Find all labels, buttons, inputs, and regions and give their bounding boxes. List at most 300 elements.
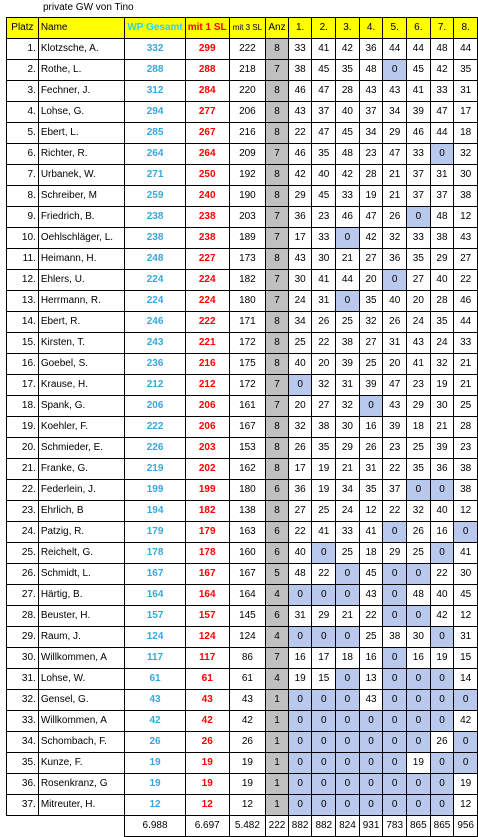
cell-platz: 2. — [7, 60, 39, 81]
cell-round-6: 23 — [407, 375, 431, 396]
header-round-5: 5. — [383, 18, 407, 39]
cell-round-1: 0 — [288, 732, 312, 753]
cell-round-6: 0 — [407, 669, 431, 690]
cell-platz: 20. — [7, 438, 39, 459]
cell-wp: 206 — [125, 396, 185, 417]
header-round-1: 1. — [288, 18, 312, 39]
cell-anz: 6 — [266, 543, 289, 564]
cell-round-7: 22 — [430, 564, 454, 585]
cell-round-7: 40 — [430, 585, 454, 606]
cell-round-1: 29 — [288, 186, 312, 207]
cell-anz: 4 — [266, 669, 289, 690]
table-row — [7, 312, 478, 333]
cell-name: Rothe, L. — [38, 60, 125, 81]
cell-round-3: 40 — [336, 102, 360, 123]
cell-name: Lohse, W. — [38, 669, 125, 690]
cell-round-6: 27 — [407, 270, 431, 291]
cell-round-4: 0 — [359, 753, 383, 774]
cell-round-2: 27 — [312, 396, 336, 417]
cell-wp: 164 — [125, 585, 185, 606]
cell-round-6: 30 — [407, 627, 431, 648]
cell-round-5: 29 — [383, 123, 407, 144]
totals-blank — [7, 816, 125, 837]
cell-round-2: 41 — [312, 522, 336, 543]
cell-round-6: 19 — [407, 753, 431, 774]
cell-sl1: 238 — [185, 228, 229, 249]
cell-round-5: 39 — [383, 417, 407, 438]
cell-round-4: 12 — [359, 501, 383, 522]
cell-name: Goebel, S. — [38, 354, 125, 375]
cell-sl3: 175 — [229, 354, 266, 375]
cell-round-4: 16 — [359, 417, 383, 438]
cell-platz: 9. — [7, 207, 39, 228]
cell-wp: 212 — [125, 375, 185, 396]
cell-round-5: 0 — [383, 270, 407, 291]
cell-wp: 157 — [125, 606, 185, 627]
cell-round-3: 28 — [336, 81, 360, 102]
cell-platz: 21. — [7, 459, 39, 480]
cell-anz: 8 — [266, 249, 289, 270]
cell-round-6: 0 — [407, 795, 431, 816]
cell-anz: 7 — [266, 228, 289, 249]
cell-round-6: 35 — [407, 459, 431, 480]
table-row — [7, 249, 478, 270]
cell-platz: 37. — [7, 795, 39, 816]
cell-round-2: 41 — [312, 39, 336, 60]
cell-sl3: 222 — [229, 39, 266, 60]
cell-wp: 294 — [125, 102, 185, 123]
cell-sl3: 19 — [229, 753, 266, 774]
cell-round-6: 0 — [407, 732, 431, 753]
cell-round-1: 0 — [288, 753, 312, 774]
cell-round-8: 28 — [454, 417, 478, 438]
cell-round-3: 33 — [336, 522, 360, 543]
cell-platz: 14. — [7, 312, 39, 333]
cell-wp: 194 — [125, 501, 185, 522]
cell-round-2: 0 — [312, 795, 336, 816]
cell-round-3: 29 — [336, 438, 360, 459]
cell-round-3: 18 — [336, 648, 360, 669]
page-caption: private GW von Tino — [43, 2, 134, 13]
cell-round-5: 20 — [383, 354, 407, 375]
cell-name: Schreiber, M — [38, 186, 125, 207]
total-round-2: 882 — [312, 816, 336, 837]
header-anz: Anz — [266, 18, 289, 39]
total-sl1: 6.697 — [185, 816, 229, 837]
cell-round-6: 16 — [407, 648, 431, 669]
cell-sl3: 26 — [229, 732, 266, 753]
cell-platz: 1. — [7, 39, 39, 60]
table-row — [7, 354, 478, 375]
cell-sl1: 264 — [185, 144, 229, 165]
cell-sl3: 182 — [229, 270, 266, 291]
cell-sl1: 178 — [185, 543, 229, 564]
cell-round-6: 32 — [407, 501, 431, 522]
cell-round-3: 45 — [336, 123, 360, 144]
cell-name: Ebert, R. — [38, 312, 125, 333]
table-row — [7, 123, 478, 144]
cell-round-2: 40 — [312, 165, 336, 186]
cell-wp: 238 — [125, 207, 185, 228]
table-row — [7, 375, 478, 396]
cell-sl1: 221 — [185, 333, 229, 354]
cell-round-5: 40 — [383, 291, 407, 312]
cell-round-4: 16 — [359, 648, 383, 669]
cell-round-8: 0 — [454, 753, 478, 774]
cell-round-2: 47 — [312, 123, 336, 144]
table-row — [7, 774, 478, 795]
cell-round-7: 0 — [430, 795, 454, 816]
cell-sl1: 224 — [185, 270, 229, 291]
cell-round-4: 32 — [359, 312, 383, 333]
cell-round-4: 43 — [359, 585, 383, 606]
cell-wp: 19 — [125, 753, 185, 774]
cell-round-2: 19 — [312, 480, 336, 501]
cell-round-1: 0 — [288, 711, 312, 732]
cell-round-8: 42 — [454, 711, 478, 732]
cell-sl1: 299 — [185, 39, 229, 60]
cell-sl1: 202 — [185, 459, 229, 480]
cell-round-4: 27 — [359, 249, 383, 270]
cell-sl3: 160 — [229, 543, 266, 564]
cell-sl3: 167 — [229, 564, 266, 585]
cell-wp: 12 — [125, 795, 185, 816]
cell-round-4: 42 — [359, 228, 383, 249]
cell-round-7: 33 — [430, 81, 454, 102]
total-round-5: 783 — [383, 816, 407, 837]
cell-sl1: 164 — [185, 585, 229, 606]
cell-wp: 179 — [125, 522, 185, 543]
cell-round-4: 23 — [359, 144, 383, 165]
cell-round-5: 31 — [383, 333, 407, 354]
cell-round-3: 33 — [336, 186, 360, 207]
total-sl3: 5.482 — [229, 816, 266, 837]
cell-platz: 34. — [7, 732, 39, 753]
cell-platz: 22. — [7, 480, 39, 501]
cell-round-4: 36 — [359, 39, 383, 60]
cell-round-6: 26 — [407, 522, 431, 543]
header-sl3: mit 3 SL — [229, 18, 266, 39]
cell-round-4: 0 — [359, 774, 383, 795]
header-platz: Platz — [7, 18, 39, 39]
cell-round-7: 21 — [430, 417, 454, 438]
cell-anz: 8 — [266, 438, 289, 459]
total-round-3: 824 — [336, 816, 360, 837]
cell-round-7: 26 — [430, 732, 454, 753]
cell-round-3: 0 — [336, 774, 360, 795]
cell-round-6: 0 — [407, 207, 431, 228]
table-row — [7, 417, 478, 438]
cell-round-3: 24 — [336, 501, 360, 522]
cell-round-6: 0 — [407, 774, 431, 795]
cell-platz: 6. — [7, 144, 39, 165]
cell-round-6: 0 — [407, 711, 431, 732]
table-row — [7, 207, 478, 228]
table-row — [7, 564, 478, 585]
cell-wp: 178 — [125, 543, 185, 564]
cell-round-8: 12 — [454, 606, 478, 627]
cell-round-3: 0 — [336, 732, 360, 753]
cell-anz: 7 — [266, 60, 289, 81]
cell-platz: 24. — [7, 522, 39, 543]
header-round-2: 2. — [312, 18, 336, 39]
cell-platz: 11. — [7, 249, 39, 270]
cell-round-4: 48 — [359, 60, 383, 81]
cell-round-7: 42 — [430, 60, 454, 81]
cell-round-2: 45 — [312, 60, 336, 81]
cell-sl1: 227 — [185, 249, 229, 270]
cell-round-6: 37 — [407, 186, 431, 207]
cell-name: Schmidt, L. — [38, 564, 125, 585]
cell-round-7: 31 — [430, 165, 454, 186]
cell-anz: 1 — [266, 774, 289, 795]
cell-round-7: 42 — [430, 606, 454, 627]
table-row — [7, 333, 478, 354]
header-name: Name — [38, 18, 125, 39]
cell-wp: 167 — [125, 564, 185, 585]
cell-anz: 7 — [266, 648, 289, 669]
cell-anz: 4 — [266, 627, 289, 648]
cell-round-8: 35 — [454, 60, 478, 81]
cell-round-3: 42 — [336, 165, 360, 186]
cell-sl3: 124 — [229, 627, 266, 648]
cell-round-6: 43 — [407, 333, 431, 354]
cell-round-3: 30 — [336, 417, 360, 438]
cell-platz: 15. — [7, 333, 39, 354]
cell-wp: 43 — [125, 690, 185, 711]
cell-sl1: 61 — [185, 669, 229, 690]
cell-round-7: 28 — [430, 291, 454, 312]
cell-sl1: 240 — [185, 186, 229, 207]
header-row — [7, 18, 478, 39]
header-wp: WP Gesamt — [125, 18, 185, 39]
cell-sl3: 203 — [229, 207, 266, 228]
cell-round-3: 39 — [336, 354, 360, 375]
header-round-4: 4. — [359, 18, 383, 39]
cell-wp: 26 — [125, 732, 185, 753]
cell-platz: 19. — [7, 417, 39, 438]
cell-sl3: 209 — [229, 144, 266, 165]
cell-round-2: 0 — [312, 690, 336, 711]
table-row — [7, 606, 478, 627]
cell-round-7: 32 — [430, 354, 454, 375]
cell-round-4: 13 — [359, 669, 383, 690]
cell-round-3: 38 — [336, 333, 360, 354]
cell-round-5: 26 — [383, 207, 407, 228]
cell-round-4: 20 — [359, 270, 383, 291]
cell-name: Richter, R. — [38, 144, 125, 165]
cell-round-8: 21 — [454, 354, 478, 375]
cell-wp: 224 — [125, 270, 185, 291]
cell-round-1: 46 — [288, 144, 312, 165]
cell-round-8: 38 — [454, 459, 478, 480]
cell-anz: 6 — [266, 480, 289, 501]
cell-round-1: 32 — [288, 417, 312, 438]
cell-round-1: 0 — [288, 585, 312, 606]
cell-sl3: 192 — [229, 165, 266, 186]
cell-round-1: 17 — [288, 459, 312, 480]
cell-round-7: 39 — [430, 438, 454, 459]
cell-round-7: 0 — [430, 690, 454, 711]
cell-platz: 32. — [7, 690, 39, 711]
table-row — [7, 669, 478, 690]
cell-sl1: 19 — [185, 753, 229, 774]
cell-round-3: 0 — [336, 690, 360, 711]
cell-round-2: 0 — [312, 753, 336, 774]
cell-sl3: 167 — [229, 417, 266, 438]
cell-wp: 19 — [125, 774, 185, 795]
cell-sl1: 238 — [185, 207, 229, 228]
cell-sl1: 206 — [185, 417, 229, 438]
cell-round-1: 40 — [288, 543, 312, 564]
cell-platz: 12. — [7, 270, 39, 291]
cell-anz: 7 — [266, 144, 289, 165]
cell-round-1: 43 — [288, 102, 312, 123]
cell-round-5: 0 — [383, 60, 407, 81]
table-row — [7, 459, 478, 480]
cell-round-5: 43 — [383, 81, 407, 102]
cell-wp: 61 — [125, 669, 185, 690]
cell-wp: 124 — [125, 627, 185, 648]
cell-round-6: 41 — [407, 354, 431, 375]
cell-round-4: 31 — [359, 459, 383, 480]
cell-anz: 8 — [266, 333, 289, 354]
cell-anz: 1 — [266, 732, 289, 753]
header-round-3: 3. — [336, 18, 360, 39]
cell-sl3: 206 — [229, 102, 266, 123]
cell-sl1: 19 — [185, 774, 229, 795]
cell-sl3: 163 — [229, 522, 266, 543]
cell-round-7: 48 — [430, 207, 454, 228]
table-row — [7, 522, 478, 543]
cell-wp: 248 — [125, 249, 185, 270]
cell-name: Härtig, B. — [38, 585, 125, 606]
cell-round-3: 0 — [336, 228, 360, 249]
cell-round-7: 30 — [430, 396, 454, 417]
cell-round-3: 34 — [336, 480, 360, 501]
cell-wp: 259 — [125, 186, 185, 207]
cell-round-5: 23 — [383, 438, 407, 459]
cell-anz: 7 — [266, 207, 289, 228]
cell-name: Willkommen, A — [38, 711, 125, 732]
cell-round-8: 21 — [454, 375, 478, 396]
cell-round-4: 35 — [359, 291, 383, 312]
cell-round-3: 0 — [336, 669, 360, 690]
cell-round-3: 21 — [336, 606, 360, 627]
cell-round-8: 18 — [454, 123, 478, 144]
cell-round-3: 35 — [336, 60, 360, 81]
cell-round-2: 15 — [312, 669, 336, 690]
cell-round-7: 37 — [430, 186, 454, 207]
cell-round-7: 44 — [430, 123, 454, 144]
cell-round-1: 0 — [288, 690, 312, 711]
cell-round-3: 32 — [336, 396, 360, 417]
cell-anz: 8 — [266, 417, 289, 438]
cell-round-3: 46 — [336, 207, 360, 228]
cell-round-6: 46 — [407, 123, 431, 144]
cell-round-2: 29 — [312, 606, 336, 627]
cell-round-2: 22 — [312, 333, 336, 354]
cell-round-1: 36 — [288, 207, 312, 228]
cell-round-8: 44 — [454, 39, 478, 60]
cell-round-5: 0 — [383, 690, 407, 711]
cell-anz: 8 — [266, 459, 289, 480]
cell-round-3: 21 — [336, 249, 360, 270]
cell-name: Gensel, G. — [38, 690, 125, 711]
cell-sl1: 43 — [185, 690, 229, 711]
cell-sl1: 206 — [185, 396, 229, 417]
cell-platz: 4. — [7, 102, 39, 123]
header-round-7: 7. — [430, 18, 454, 39]
cell-round-5: 0 — [383, 585, 407, 606]
cell-anz: 8 — [266, 501, 289, 522]
cell-round-1: 25 — [288, 333, 312, 354]
cell-platz: 33. — [7, 711, 39, 732]
cell-name: Kunze, F. — [38, 753, 125, 774]
cell-sl1: 224 — [185, 291, 229, 312]
table-row — [7, 144, 478, 165]
cell-sl3: 216 — [229, 123, 266, 144]
cell-round-6: 41 — [407, 81, 431, 102]
cell-sl3: 218 — [229, 60, 266, 81]
cell-round-8: 33 — [454, 333, 478, 354]
cell-name: Spank, G. — [38, 396, 125, 417]
cell-platz: 25. — [7, 543, 39, 564]
cell-name: Reichelt, G. — [38, 543, 125, 564]
cell-round-1: 20 — [288, 396, 312, 417]
cell-name: Krause, H. — [38, 375, 125, 396]
cell-round-8: 0 — [454, 732, 478, 753]
cell-round-6: 0 — [407, 690, 431, 711]
cell-sl1: 250 — [185, 165, 229, 186]
cell-round-7: 0 — [430, 480, 454, 501]
header-sl1: mit 1 SL — [185, 18, 229, 39]
cell-round-5: 0 — [383, 732, 407, 753]
cell-wp: 285 — [125, 123, 185, 144]
cell-round-8: 41 — [454, 543, 478, 564]
cell-round-1: 31 — [288, 606, 312, 627]
cell-platz: 18. — [7, 396, 39, 417]
table-row — [7, 732, 478, 753]
cell-round-8: 30 — [454, 165, 478, 186]
cell-sl1: 216 — [185, 354, 229, 375]
cell-sl3: 162 — [229, 459, 266, 480]
cell-name: Rosenkranz, G — [38, 774, 125, 795]
cell-name: Schmieder, E. — [38, 438, 125, 459]
cell-name: Heimann, H. — [38, 249, 125, 270]
cell-round-6: 37 — [407, 165, 431, 186]
cell-round-1: 48 — [288, 564, 312, 585]
cell-round-3: 44 — [336, 270, 360, 291]
table-row — [7, 690, 478, 711]
cell-name: Friedrich, B. — [38, 207, 125, 228]
table-row — [7, 711, 478, 732]
cell-sl3: 173 — [229, 249, 266, 270]
cell-sl3: 145 — [229, 606, 266, 627]
cell-round-4: 35 — [359, 480, 383, 501]
cell-platz: 29. — [7, 627, 39, 648]
cell-round-5: 43 — [383, 396, 407, 417]
cell-round-5: 0 — [383, 606, 407, 627]
cell-anz: 1 — [266, 690, 289, 711]
cell-sl3: 43 — [229, 690, 266, 711]
cell-round-7: 24 — [430, 333, 454, 354]
cell-anz: 8 — [266, 102, 289, 123]
cell-wp: 264 — [125, 144, 185, 165]
cell-round-2: 25 — [312, 501, 336, 522]
cell-name: Kirsten, T. — [38, 333, 125, 354]
cell-round-1: 36 — [288, 480, 312, 501]
